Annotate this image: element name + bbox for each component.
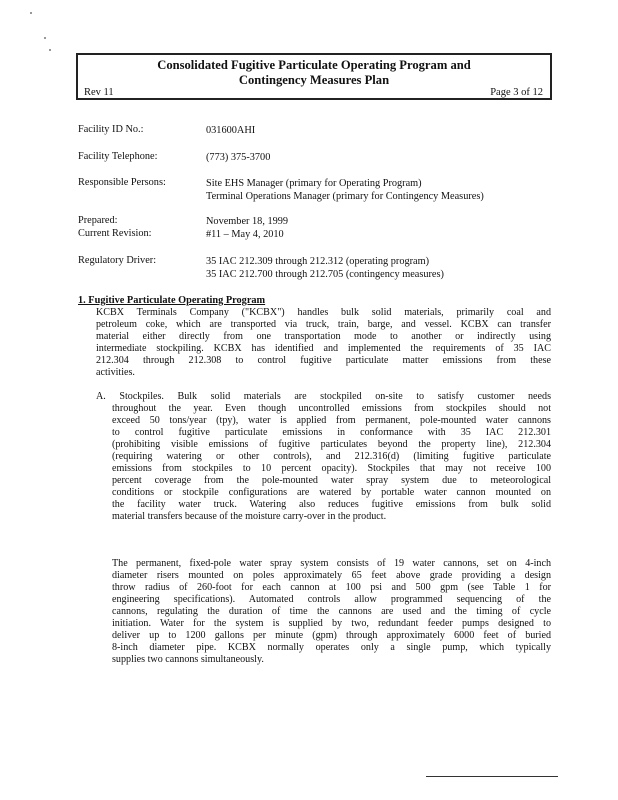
paragraph-line: throw radius of 260-foot for each cannon at 100 psi and 500 gpm (see Table 1 for — [112, 582, 551, 594]
intro-paragraph — [96, 307, 551, 379]
paragraph-line: throughout the year. Even though uncontrolled emissions from stockpiles should not — [112, 403, 551, 415]
facility-id-label: Facility ID No.: — [78, 124, 144, 135]
document-header — [76, 53, 552, 100]
page-number: Page 3 of 12 — [490, 87, 543, 98]
paragraph-line: emissions from stockpiles to 10 percent opacity). Stockpiles that may not receive 100 — [112, 463, 551, 475]
facility-id-value: 031600AHI — [206, 125, 256, 136]
paragraph-line: activities. — [96, 367, 135, 379]
paragraph-line: intermediate stockpiling. KCBX has identified and implemented the requirements of 35 IAC — [96, 343, 551, 355]
paragraph-line: A. Stockpiles. Bulk solid materials are stockpiled on-site to satisfy customer needs — [96, 391, 551, 402]
paragraph-line: percent coverage from the pole-mounted water spray system due to meteorological — [112, 475, 551, 487]
paragraph-line: diameter risers mounted on poles approximately 65 feet above grade providing a design — [112, 570, 551, 582]
stockpiles-paragraph — [96, 391, 551, 524]
paragraph-line: to control fugitive particulate emissions in conformance with 35 IAC 212.301 — [112, 427, 551, 439]
responsible-persons-value-2: Terminal Operations Manager (primary for Contingency Measures) — [206, 191, 484, 202]
paragraph-line: cannons, regulating the duration of time the cannons are used and the timing of cycle — [112, 606, 551, 618]
paragraph-line: the facility water truck. Watering also reduces fugitive emissions from bulk solid — [112, 499, 551, 511]
scan-speck — [49, 49, 51, 51]
current-revision-label: Current Revision: — [78, 228, 152, 239]
paragraph-line: The permanent, fixed-pole water spray system consists of 19 water cannons, set on 4-inch — [112, 558, 551, 569]
regulatory-driver-value-1: 35 IAC 212.309 through 212.312 (operating program) — [206, 256, 430, 267]
title-line-1: Consolidated Fugitive Particulate Operating Program and — [157, 58, 471, 72]
responsible-persons-label: Responsible Persons: — [78, 177, 166, 188]
paragraph-line: 8-inch diameter pipe. KCBX normally operates only a single pump, which typically — [112, 642, 551, 654]
current-revision-value: #11 – May 4, 2010 — [206, 229, 284, 240]
prepared-label: Prepared: — [78, 215, 118, 226]
paragraph-line: KCBX Terminals Company ("KCBX") handles bulk solid materials, primarily coal and — [96, 307, 551, 318]
regulatory-driver-value-2: 35 IAC 212.700 through 212.705 (contingency measures) — [206, 269, 444, 280]
scan-speck — [44, 37, 46, 39]
paragraph-line: supplies two cannons simultaneously. — [112, 654, 264, 666]
paragraph-line: material transfers because of the moisture carry-over in the product. — [112, 511, 387, 523]
scan-speck — [30, 12, 32, 14]
revision-label: Rev 11 — [84, 87, 114, 98]
paragraph-line: 212.304 through 212.308 to control fugitive particulate matter emissions from these — [96, 355, 551, 367]
paragraph-line: initiation. Water for the system is supplied by two, redundant feeder pumps designed to — [112, 618, 551, 630]
paragraph-line: conditions or stockpile configurations are watered by portable water cannon mounted on — [112, 487, 551, 499]
paragraph-line: (requiring watering or other controls), and 212.316(d) (limiting fugitive particulate — [112, 451, 551, 463]
regulatory-driver-label: Regulatory Driver: — [78, 255, 157, 266]
telephone-value: (773) 375-3700 — [206, 152, 271, 163]
document-title — [78, 58, 550, 88]
footer-rule — [426, 776, 558, 777]
paragraph-line: (prohibiting visible emissions of fugitive particulates beyond the property line), 212.304 — [112, 439, 551, 451]
telephone-label: Facility Telephone: — [78, 151, 158, 162]
paragraph-line: engineering specifications). Automated controls allow programmed sequencing of the — [112, 594, 551, 606]
spray-system-paragraph — [112, 558, 551, 666]
paragraph-line: deliver up to 1200 gallons per minute (gpm) through approximately 6000 feet of buried — [112, 630, 551, 642]
paragraph-line: exceed 50 tons/year (tpy), water is applied from permanent, pole-mounted water cannons — [112, 415, 551, 427]
paragraph-line: material either directly from one transportation mode to another or indirectly using — [96, 331, 551, 343]
responsible-persons-value-1: Site EHS Manager (primary for Operating Program) — [206, 178, 422, 189]
paragraph-line: petroleum coke, which are transported via truck, train, barge, and vessel. KCBX can transfer — [96, 319, 551, 331]
prepared-value: November 18, 1999 — [206, 216, 289, 227]
section-heading: 1. Fugitive Particulate Operating Program — [78, 295, 266, 306]
title-line-2: Contingency Measures Plan — [238, 73, 390, 87]
